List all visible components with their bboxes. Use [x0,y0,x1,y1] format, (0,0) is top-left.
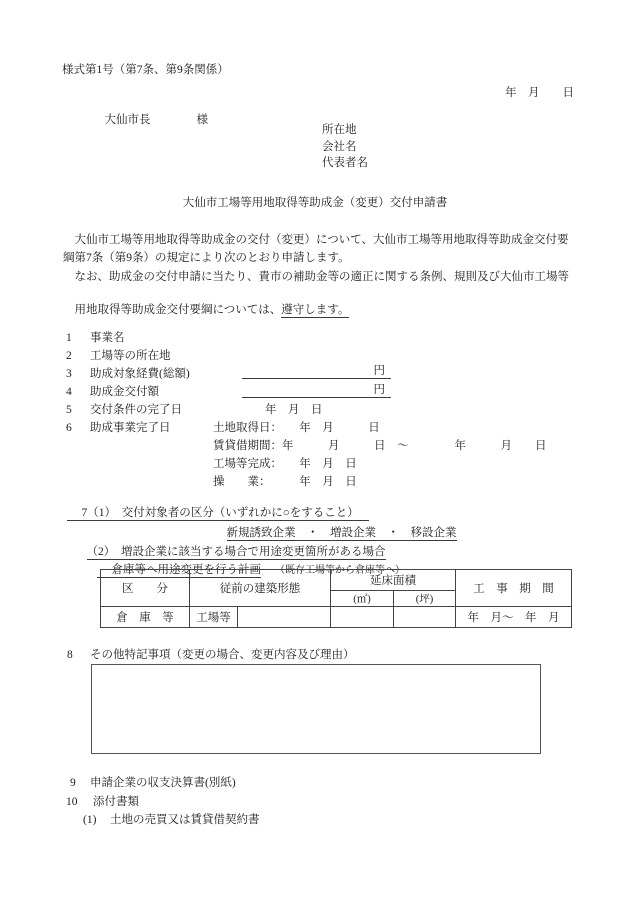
item1-number: 1 [66,332,72,344]
item7-1-text: 7（1） 交付対象者の区分（いずれかに○をすること） [67,507,369,521]
item10-label: 添付書類 [93,796,139,808]
paragraph2-line2 [63,288,349,333]
compliance-underlined-text: 遵守します。 [281,304,350,316]
item1-label: 事業名 [90,332,125,344]
remarks-input-box[interactable] [91,664,541,754]
addressee-honorific: 様 [196,114,208,126]
table-header-floor-area: 延床面積 [331,570,456,591]
item5-date-blank: 年 月 日 [265,404,323,416]
paragraph2-line1: なお、助成金の交付申請に当たり、貴市の補助金等の適正に関する条例、規則及び大仙市工場等 [63,271,569,283]
item8-number: 8 [67,649,73,661]
table-cell-previous-form: 工場等 [190,607,238,628]
subsidy-expense-amount-blank[interactable] [242,365,391,379]
item7-plan-note: （既存工場等から倉庫等へ） [275,565,405,576]
item7-options-text: 新規誘致企業 ・ 増設企業 ・ 移設企業 [226,527,457,539]
table-header-category: 区 分 [101,570,190,607]
table-header-sqm: (㎡) [331,591,394,607]
table-cell-tsubo-blank[interactable] [394,607,456,628]
item3-label: 助成対象経費(総額) [90,368,190,380]
table-cell-category: 倉 庫 等 [101,607,190,628]
table-cell-construction-period: 年 月～ 年 月 [456,607,572,628]
paragraph2-line2-pre: 用地取得等助成金交付要綱については、 [74,304,282,316]
item9-number: 9 [70,777,76,789]
item6-line-operation-start: 操 業： 年 月 日 [213,476,357,488]
applicant-company-label: 会社名 [322,141,357,153]
date-line: 年 月 日 [505,87,574,99]
table-cell-previous-form-blank[interactable] [238,607,331,628]
applicant-address-label: 所在地 [322,124,357,136]
paragraph1-line1: 大仙市工場等用地取得等助成金の交付（変更）について、大仙市工場等用地取得等助成金交付要 [63,234,569,246]
item6-line-lease-period: 賃貸借期間：年 月 日 ～ 年 月 日 [213,440,547,452]
item8-label: その他特記事項（変更の場合、変更内容及び理由） [90,649,355,661]
item6-line-factory-completion: 工場等完成： 年 月 日 [213,458,357,470]
item3-number: 3 [66,368,72,380]
item6-line-land-acquisition: 土地取得日： 年 月 日 [213,422,380,434]
item6-label: 助成事業完了日 [90,422,171,434]
item10-number: 10 [66,796,78,808]
yen-unit: 円 [373,365,385,377]
document-title: 大仙市工場等用地取得等助成金（変更）交付申請書 [182,197,448,209]
form-number: 様式第1号（第7条、第9条関係） [62,64,229,76]
addressee-line [93,98,208,143]
use-change-plan-table [100,569,572,628]
item10-1-number: (1) [83,814,97,826]
item5-number: 5 [66,404,72,416]
subsidy-grant-amount-blank[interactable] [242,384,391,398]
item5-label: 交付条件の完了日 [90,404,182,416]
table-header-previous-form: 従前の建築形態 [190,570,331,607]
item7-plan-text: 倉庫等へ用途変更を行う計画 [97,564,262,578]
table-header-tsubo: (坪) [394,591,456,607]
item4-number: 4 [66,386,72,398]
item4-label: 助成金交付額 [90,386,159,398]
table-header-construction-period: 工 事 期 間 [456,570,572,607]
applicant-representative-label: 代表者名 [322,157,368,169]
item9-label: 申請企業の収支決算書(別紙) [90,777,236,789]
item7-2-text: （2） 増設企業に該当する場合で用途変更箇所がある場合 [86,546,386,558]
paragraph1-line2: 綱第7条（第9条）の規定により次のとおり申請します。 [63,252,350,264]
addressee: 大仙市長 [104,114,151,126]
yen-unit: 円 [373,384,385,396]
item2-label: 工場等の所在地 [90,350,171,362]
item2-number: 2 [66,350,72,362]
item10-1-label: 土地の売買又は賃貸借契約書 [110,814,260,826]
table-cell-sqm-blank[interactable] [331,607,394,628]
item6-number: 6 [66,422,72,434]
